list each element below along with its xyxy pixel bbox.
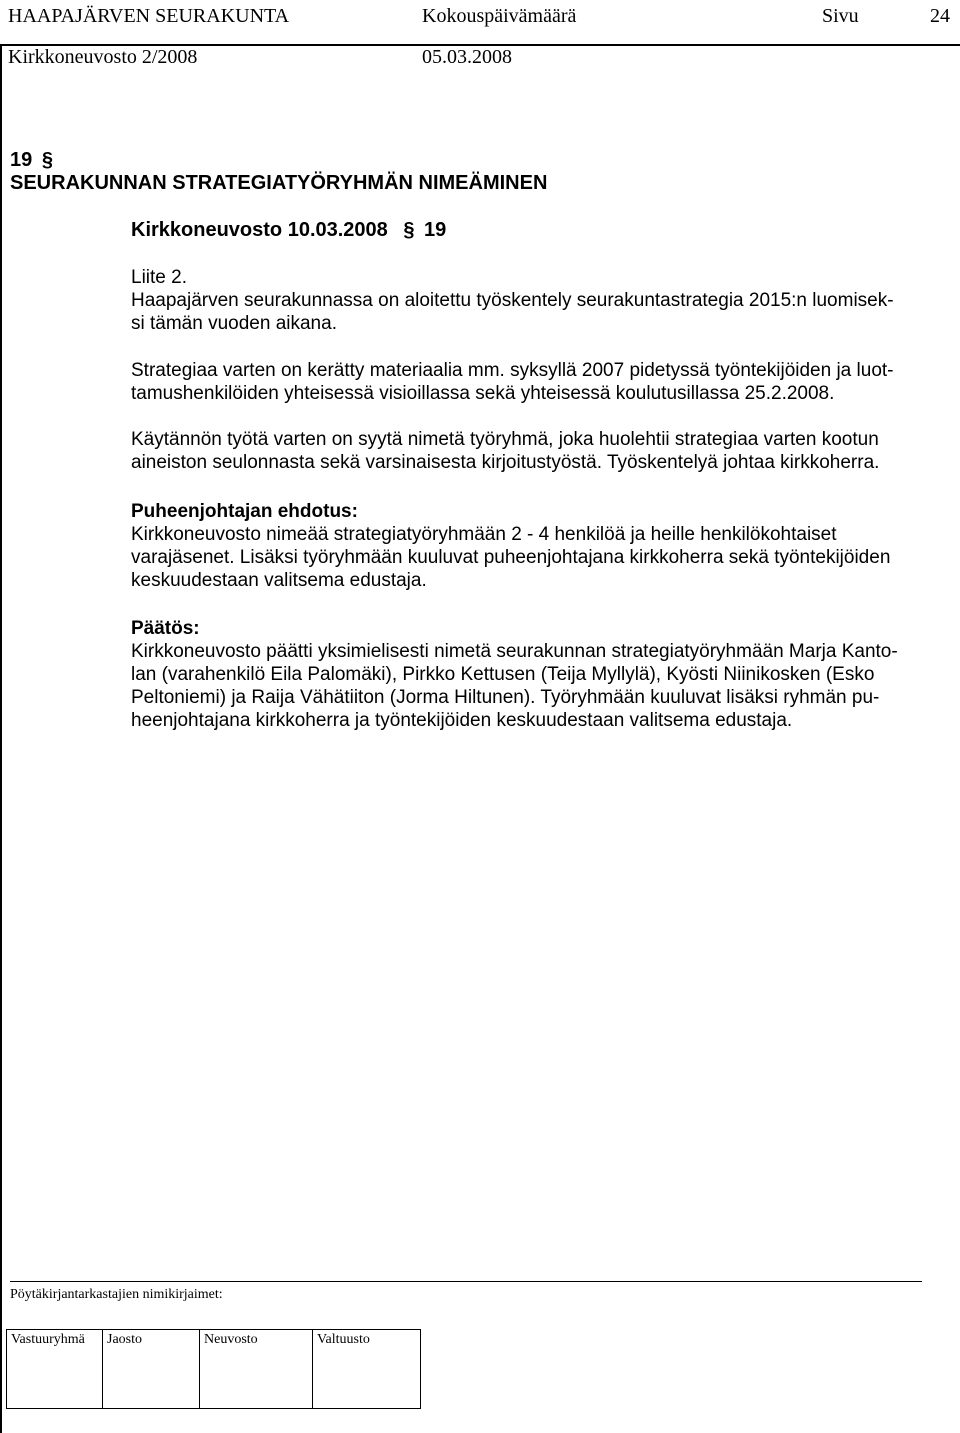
paragraph-line: lan (varahenkilö Eila Palomäki), Pirkko Kettusen (Teija Myllylä), Kyösti Niinikosken (Esko (131, 664, 875, 685)
header-rule (0, 44, 960, 46)
paragraph-line: tamushenkilöiden yhteisessä visioillassa sekä yhteisessä koulutusillassa 25.2.2008. (131, 383, 835, 404)
proposal-block (131, 500, 946, 592)
paragraph-line: keskuudestaan valitsema edustaja. (131, 570, 427, 591)
section-number (10, 148, 53, 172)
approval-table (6, 1329, 421, 1409)
paragraph-line: aineiston seulonnasta sekä varsinaisesta kirjoitustyöstä. Työskentelyä johtaa kirkkoherra. (131, 452, 880, 473)
proposal-heading: Puheenjohtajan ehdotus: (131, 501, 358, 522)
paragraph-working-group (131, 428, 946, 474)
section-title: SEURAKUNNAN STRATEGIATYÖRYHMÄN NIMEÄMINEN (10, 172, 548, 194)
paragraph-line: Kirkkoneuvosto päätti yksimielisesti nimetä seurakunnan strategiatyöryhmään Marja Kanto- (131, 641, 898, 662)
column-valtuusto: Valtuusto (313, 1330, 421, 1409)
reference-symbol: § (403, 219, 415, 241)
paragraph-intro (131, 266, 946, 335)
paragraph-materials (131, 359, 946, 405)
paragraph-line: Strategiaa varten on kerätty materiaalia mm. syksyllä 2007 pidetyssä työntekijöiden ja luot- (131, 360, 894, 381)
reference-body: Kirkkoneuvosto 10.03.2008 (131, 219, 388, 241)
column-neuvosto: Neuvosto (200, 1330, 313, 1409)
paragraph-line: heenjohtajana kirkkoherra ja työntekijöiden keskuudestaan valitsema edustaja. (131, 710, 793, 731)
paragraph-line: si tämän vuoden aikana. (131, 313, 337, 334)
header-date: 05.03.2008 (422, 46, 512, 68)
paragraph-line: Peltoniemi) ja Raija Vähätiiton (Jorma Hiltunen). Työryhmään kuuluvat lisäksi ryhmän pu- (131, 687, 880, 708)
header-page-label: Sivu (822, 5, 859, 27)
attachment-ref: Liite 2. (131, 267, 187, 288)
paragraph-line: Kirkkoneuvosto nimeää strategiatyöryhmään 2 - 4 henkilöä ja heille henkilökohtaiset (131, 524, 837, 545)
paragraph-line: Käytännön työtä varten on syytä nimetä työryhmä, joka huolehtii strategiaa varten kootun (131, 429, 879, 450)
header-meeting: Kirkkoneuvosto 2/2008 (8, 46, 198, 68)
section-number-value: 19 (10, 149, 33, 171)
decision-heading: Päätös: (131, 618, 200, 639)
header-organization: HAAPAJÄRVEN SEURAKUNTA (8, 5, 290, 27)
signature-label: Pöytäkirjantarkastajien nimikirjaimet: (10, 1287, 223, 1302)
header-date-label: Kokouspäivämäärä (422, 5, 577, 27)
paragraph-line: varajäsenet. Lisäksi työryhmään kuuluvat puheenjohtajana kirkkoherra sekä työntekijöiden (131, 547, 891, 568)
left-margin-rule (0, 44, 2, 1433)
reference-line (131, 218, 446, 242)
header-page-number: 24 (930, 5, 950, 27)
column-jaosto: Jaosto (103, 1330, 200, 1409)
paragraph-line: Haapajärven seurakunnassa on aloitettu työskentely seurakuntastrategia 2015:n luomisek- (131, 290, 894, 311)
decision-block (131, 617, 946, 732)
signature-rule (10, 1281, 922, 1282)
column-vastuuryhma: Vastuuryhmä (7, 1330, 103, 1409)
reference-number: 19 (424, 219, 447, 241)
section-symbol: § (41, 149, 53, 171)
